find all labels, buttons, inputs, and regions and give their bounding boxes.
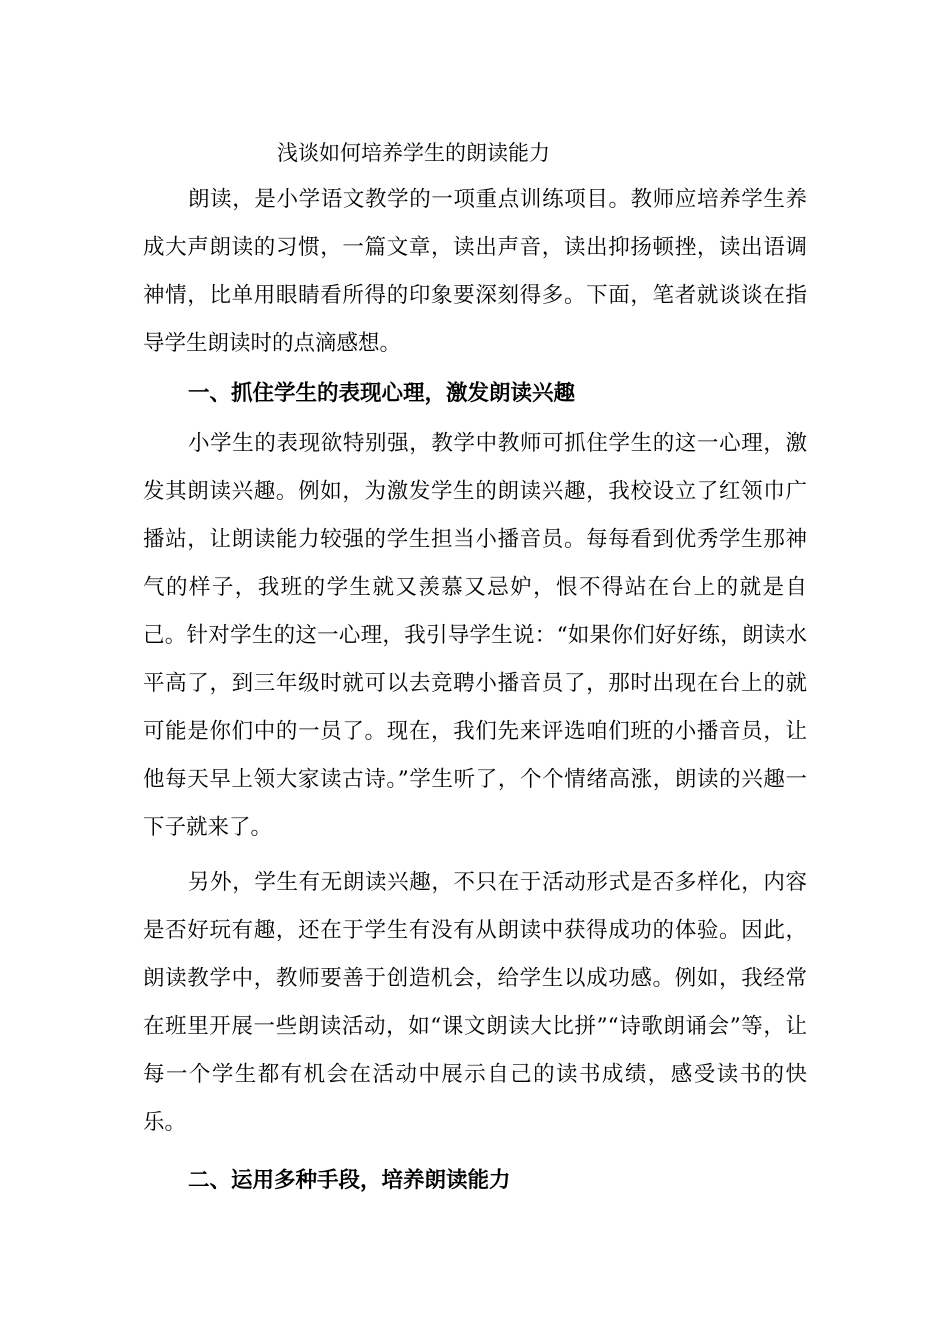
intro-paragraph: 朗读，是小学语文教学的一项重点训练项目。教师应培养学生养成大声朗读的习惯，一篇文章，读出声音，读出抑扬顿挫，读出语调神情，比单用眼睛看所得的印象要深刻得多。下面，笔者就谈谈在指导学生朗读时的点滴感想。: [143, 187, 807, 356]
section1-paragraph-1: 小学生的表现欲特别强，教学中教师可抓住学生的这一心理，激发其朗读兴趣。例如，为激发学生的朗读兴趣，我校设立了红领巾广播站，让朗读能力较强的学生担当小播音员。每每看到优秀学生那神气的样子，我班的学生就又羡慕又忌妒，恨不得站在台上的就是自己。针对学生的这一心理，我引导学生说：“如果你们好好练，朗读水平高了，到三年级时就可以去竞聘小播音员了，那时出现在台上的就可能是你们中的一员了。现在，我们先来评选咱们班的小播音员，让他每天早上领大家读古诗。”学生听了，个个情绪高涨，朗读的兴趣一下子就来了。: [143, 431, 807, 840]
section-heading-1: 一、抓住学生的表现心理，激发朗读兴趣: [188, 381, 576, 406]
section1-paragraph-2: 另外，学生有无朗读兴趣，不只在于活动形式是否多样化，内容是否好玩有趣，还在于学生有没有从朗读中获得成功的体验。因此，朗读教学中，教师要善于创造机会，给学生以成功感。例如，我经常在班里开展一些朗读活动，如“课文朗读大比拼”“诗歌朗诵会”等，让每一个学生都有机会在活动中展示自己的读书成绩，感受读书的快乐。: [143, 870, 807, 1135]
document-body: [143, 130, 807, 1205]
document-title: 浅谈如何培养学生的朗读能力: [277, 141, 550, 165]
section-heading-2: 二、运用多种手段，培养朗读能力: [188, 1168, 511, 1193]
